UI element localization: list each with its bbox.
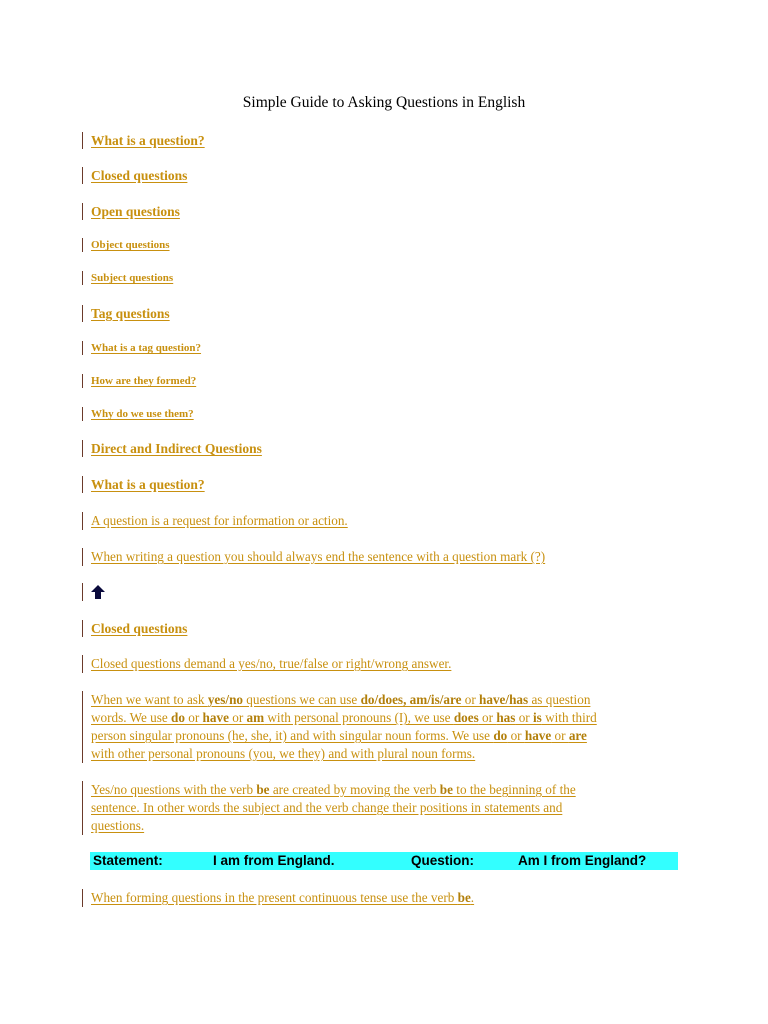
page-title: Simple Guide to Asking Questions in English: [242, 94, 526, 111]
text-line: When we want to ask yes/no questions we can use do/does, am/is/are or have/has as question: [91, 692, 591, 707]
paragraph-question-definition[interactable]: A question is a request for information or action.: [82, 512, 681, 530]
toc-link-why-do-we-use-them[interactable]: Why do we use them?: [82, 407, 691, 421]
toc-link-what-is-a-question[interactable]: What is a question?: [82, 132, 691, 149]
paragraph-yes-no-words[interactable]: [82, 691, 681, 763]
text-line: sentence. In other words the subject and the verb change their positions in statements and: [91, 800, 563, 815]
section-heading-what-is-a-question[interactable]: What is a question?: [82, 476, 691, 493]
text-line: with other personal pronouns (you, we they) and with plural noun forms.: [91, 746, 476, 761]
up-arrow-icon: [91, 585, 105, 599]
toc-link-how-are-they-formed[interactable]: How are they formed?: [82, 374, 691, 388]
statement-text: I am from England.: [213, 853, 335, 868]
text-line: Yes/no questions with the verb be are created by moving the verb be to the beginning of the: [91, 782, 576, 797]
text-line: person singular pronouns (he, she, it) and with singular noun forms. We use do or have or are: [91, 728, 587, 743]
paragraph-closed-definition[interactable]: Closed questions demand a yes/no, true/false or right/wrong answer.: [82, 655, 681, 673]
question-label: Question:: [411, 853, 474, 868]
statement-example-bar: [90, 852, 678, 870]
toc-link-direct-and-indirect-questions[interactable]: Direct and Indirect Questions: [82, 440, 691, 457]
paragraph-present-continuous[interactable]: When forming questions in the present continuous tense use the verb be.: [82, 889, 681, 907]
toc-link-open-questions[interactable]: Open questions: [82, 203, 691, 220]
toc-link-tag-questions[interactable]: Tag questions: [82, 305, 691, 322]
toc-link-closed-questions[interactable]: Closed questions: [82, 167, 691, 184]
toc-link-what-is-a-tag-question[interactable]: What is a tag question?: [82, 341, 691, 355]
toc-link-subject-questions[interactable]: Subject questions: [82, 271, 691, 285]
text-line: questions.: [91, 818, 145, 833]
toc-link-object-questions[interactable]: Object questions: [82, 238, 691, 252]
paragraph-question-mark[interactable]: When writing a question you should always end the sentence with a question mark (?): [82, 548, 681, 566]
text-line: words. We use do or have or am with personal pronouns (I), we use does or has or is with third: [91, 710, 597, 725]
question-text: Am I from England?: [518, 853, 647, 868]
paragraph-verb-be[interactable]: [82, 781, 681, 835]
statement-label: Statement:: [93, 853, 163, 868]
section-heading-closed-questions[interactable]: Closed questions: [82, 620, 691, 637]
back-to-top-link[interactable]: [82, 583, 691, 601]
